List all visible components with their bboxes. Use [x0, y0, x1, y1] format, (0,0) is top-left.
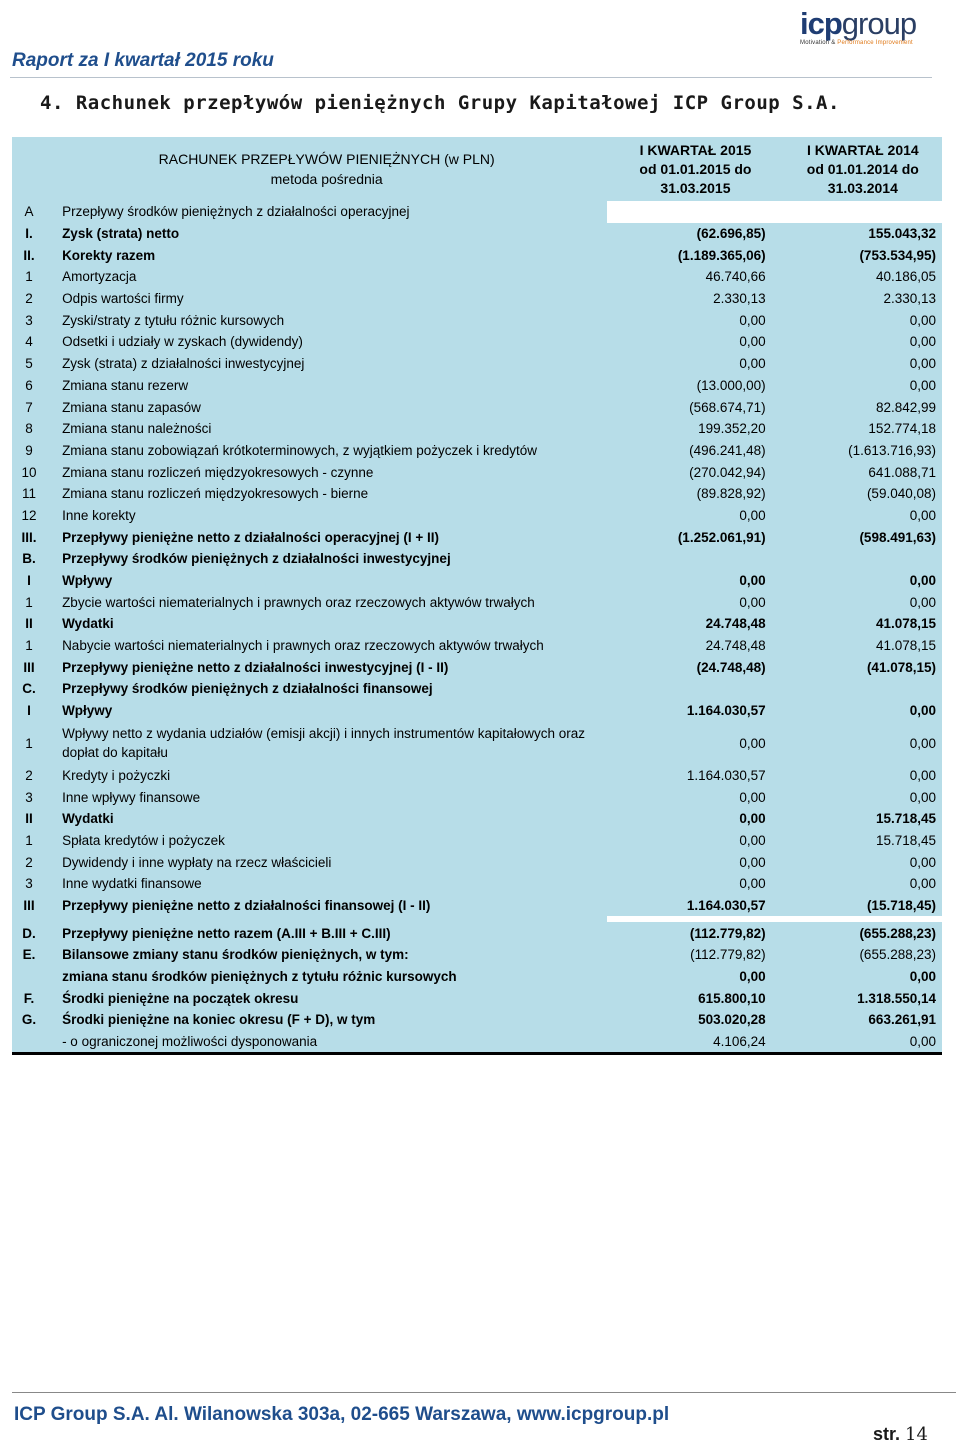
table-row [12, 786, 942, 808]
row-value-2015: (112.779,82) [607, 944, 783, 966]
table-row [12, 418, 942, 440]
table-row [12, 353, 942, 375]
row-value-2014: 0,00 [784, 873, 942, 895]
row-description: Zbycie wartości niematerialnych i prawnych oraz rzeczowych aktywów trwałych [46, 591, 607, 613]
row-value-2015: 615.800,10 [607, 987, 783, 1009]
row-description: Wydatki [46, 808, 607, 830]
icp-group-logo: icpgroup Motivation & Performance Improvement [800, 6, 917, 46]
row-value-2014: (655.288,23) [784, 922, 942, 944]
table-row [12, 223, 942, 245]
row-value-2015 [607, 678, 783, 700]
row-value-2015: 0,00 [607, 722, 783, 765]
row-number: 8 [12, 418, 46, 440]
row-description: Odsetki i udziały w zyskach (dywidendy) [46, 331, 607, 353]
row-value-2014: 0,00 [784, 722, 942, 765]
row-value-2015: 0,00 [607, 873, 783, 895]
row-value-2014: 0,00 [784, 786, 942, 808]
row-number: E. [12, 944, 46, 966]
table-row [12, 548, 942, 570]
row-value-2014: 0,00 [784, 570, 942, 592]
row-value-2014: (15.718,45) [784, 895, 942, 917]
column-q1-2015: I KWARTAŁ 2015 od 01.01.2015 do 31.03.2015 [607, 137, 783, 201]
table-row [12, 440, 942, 462]
table-row [12, 266, 942, 288]
row-number: 2 [12, 851, 46, 873]
row-number: 6 [12, 375, 46, 397]
row-description: - o ograniczonej możliwości dysponowania [46, 1031, 607, 1053]
row-value-2015: 24.748,48 [607, 635, 783, 657]
row-value-2014: 0,00 [784, 700, 942, 722]
row-number: III [12, 656, 46, 678]
row-number: III. [12, 526, 46, 548]
table-row [12, 461, 942, 483]
row-number: 10 [12, 461, 46, 483]
header-divider [10, 77, 932, 78]
row-description: Przepływy środków pieniężnych z działalności operacyjnej [46, 201, 607, 223]
row-description: Przepływy środków pieniężnych z działalności finansowej [46, 678, 607, 700]
page-number: str. 14 [873, 1424, 928, 1445]
table-row [12, 944, 942, 966]
row-description: Spłata kredytów i pożyczek [46, 830, 607, 852]
row-number: B. [12, 548, 46, 570]
row-value-2015: 0,00 [607, 570, 783, 592]
row-value-2015: 0,00 [607, 808, 783, 830]
row-value-2015: 0,00 [607, 786, 783, 808]
row-number: A [12, 201, 46, 223]
row-number: D. [12, 922, 46, 944]
row-value-2015: 0,00 [607, 851, 783, 873]
table-header [12, 137, 942, 201]
row-value-2015: 0,00 [607, 309, 783, 331]
footer-divider [12, 1392, 956, 1393]
row-description: Zmiana stanu zapasów [46, 396, 607, 418]
row-number: I. [12, 223, 46, 245]
row-number: 3 [12, 873, 46, 895]
row-value-2014: 641.088,71 [784, 461, 942, 483]
row-value-2014: 0,00 [784, 765, 942, 787]
row-number [12, 1031, 46, 1053]
row-value-2014: 0,00 [784, 851, 942, 873]
row-value-2014: (59.040,08) [784, 483, 942, 505]
row-value-2014: 0,00 [784, 309, 942, 331]
row-value-2014: (753.534,95) [784, 244, 942, 266]
row-description: Zmiana stanu należności [46, 418, 607, 440]
row-value-2015: 4.106,24 [607, 1031, 783, 1053]
row-value-2015: (496.241,48) [607, 440, 783, 462]
row-number: 1 [12, 635, 46, 657]
row-value-2015: 503.020,28 [607, 1009, 783, 1031]
row-value-2014: 2.330,13 [784, 288, 942, 310]
row-value-2014: 41.078,15 [784, 635, 942, 657]
row-number: 1 [12, 266, 46, 288]
table-row [12, 873, 942, 895]
row-value-2015: 2.330,13 [607, 288, 783, 310]
table-row [12, 201, 942, 223]
row-number: III [12, 895, 46, 917]
column-q1-2014: I KWARTAŁ 2014 od 01.01.2014 do 31.03.2014 [784, 137, 942, 201]
row-value-2015: 0,00 [607, 353, 783, 375]
row-value-2014: 15.718,45 [784, 830, 942, 852]
row-number: II. [12, 244, 46, 266]
row-description: Inne korekty [46, 505, 607, 527]
row-number: I [12, 570, 46, 592]
row-number: 4 [12, 331, 46, 353]
table-row [12, 309, 942, 331]
row-value-2015: 0,00 [607, 331, 783, 353]
row-description: Zyski/straty z tytułu różnic kursowych [46, 309, 607, 331]
row-number: II [12, 808, 46, 830]
row-number: 3 [12, 786, 46, 808]
row-description: Zmiana stanu zobowiązań krótkoterminowych, z wyjątkiem pożyczek i kredytów [46, 440, 607, 462]
footer-address: ICP Group S.A. Al. Wilanowska 303a, 02-665 Warszawa, www.icpgroup.pl [14, 1404, 670, 1425]
row-description: Nabycie wartości niematerialnych i prawnych oraz rzeczowych aktywów trwałych [46, 635, 607, 657]
row-description: Środki pieniężne na początek okresu [46, 987, 607, 1009]
table-row [12, 830, 942, 852]
row-value-2015: (568.674,71) [607, 396, 783, 418]
row-value-2014: (655.288,23) [784, 944, 942, 966]
row-value-2015: 24.748,48 [607, 613, 783, 635]
row-number: 1 [12, 830, 46, 852]
row-value-2015: 46.740,66 [607, 266, 783, 288]
row-value-2014: (1.613.716,93) [784, 440, 942, 462]
row-description: Przepływy pieniężne netto z działalności operacyjnej (I + II) [46, 526, 607, 548]
table-row [12, 613, 942, 635]
report-title: Raport za I kwartał 2015 roku [12, 50, 274, 71]
row-value-2014: 0,00 [784, 353, 942, 375]
row-value-2014: 0,00 [784, 331, 942, 353]
row-description: Odpis wartości firmy [46, 288, 607, 310]
table-row [12, 505, 942, 527]
row-description: Przepływy pieniężne netto z działalności finansowej (I - II) [46, 895, 607, 917]
row-number [12, 966, 46, 988]
table-row [12, 851, 942, 873]
row-value-2015: 1.164.030,57 [607, 765, 783, 787]
row-value-2014 [784, 548, 942, 570]
row-description: Zmiana stanu rezerw [46, 375, 607, 397]
table-row [12, 396, 942, 418]
row-description: Inne wpływy finansowe [46, 786, 607, 808]
row-value-2014: (598.491,63) [784, 526, 942, 548]
row-description: Wpływy netto z wydania udziałów (emisji akcji) i innych instrumentów kapitałowych oraz dopłat do kapitału [46, 722, 607, 765]
row-description: Dywidendy i inne wypłaty na rzecz właścicieli [46, 851, 607, 873]
table-row [12, 331, 942, 353]
row-value-2015: (24.748,48) [607, 656, 783, 678]
row-value-2014 [784, 678, 942, 700]
row-value-2014: (41.078,15) [784, 656, 942, 678]
row-value-2014: 155.043,32 [784, 223, 942, 245]
table-row [12, 375, 942, 397]
row-number: 3 [12, 309, 46, 331]
table-row [12, 922, 942, 944]
row-description: Zysk (strata) z działalności inwestycyjnej [46, 353, 607, 375]
row-value-2014: 0,00 [784, 966, 942, 988]
row-number: 2 [12, 765, 46, 787]
row-number: 2 [12, 288, 46, 310]
table-row [12, 244, 942, 266]
row-value-2015: (1.252.061,91) [607, 526, 783, 548]
table-row [12, 808, 942, 830]
row-value-2015: 0,00 [607, 830, 783, 852]
row-value-2015: 0,00 [607, 505, 783, 527]
row-value-2014: 15.718,45 [784, 808, 942, 830]
section-title: 4. Rachunek przepływów pieniężnych Grupy Kapitałowej ICP Group S.A. [40, 92, 840, 114]
table-bottom-rule [12, 1052, 942, 1055]
row-value-2014: 663.261,91 [784, 1009, 942, 1031]
row-description: Zysk (strata) netto [46, 223, 607, 245]
row-description: Wydatki [46, 613, 607, 635]
row-description: Amortyzacja [46, 266, 607, 288]
table-row [12, 288, 942, 310]
row-value-2015 [607, 548, 783, 570]
row-value-2015: (270.042,94) [607, 461, 783, 483]
row-description: Wpływy [46, 700, 607, 722]
table-row [12, 987, 942, 1009]
row-value-2015 [607, 201, 783, 223]
row-value-2014: 0,00 [784, 1031, 942, 1053]
row-description: Zmiana stanu rozliczeń międzyokresowych - czynne [46, 461, 607, 483]
row-number: 7 [12, 396, 46, 418]
table-row [12, 635, 942, 657]
row-number: 5 [12, 353, 46, 375]
row-description: Wpływy [46, 570, 607, 592]
table-title: RACHUNEK PRZEPŁYWÓW PIENIĘŻNYCH (w PLN) metoda pośrednia [46, 137, 607, 201]
table-row [12, 678, 942, 700]
row-number: I [12, 700, 46, 722]
row-value-2015: 1.164.030,57 [607, 700, 783, 722]
row-value-2014: 41.078,15 [784, 613, 942, 635]
table-row [12, 700, 942, 722]
cash-flow-table [12, 137, 942, 1055]
row-number: 9 [12, 440, 46, 462]
row-description: Przepływy pieniężne netto razem (A.III + B.III + C.III) [46, 922, 607, 944]
row-description: Przepływy środków pieniężnych z działalności inwestycyjnej [46, 548, 607, 570]
row-value-2015: (1.189.365,06) [607, 244, 783, 266]
table-row [12, 591, 942, 613]
table-row [12, 483, 942, 505]
row-description: Kredyty i pożyczki [46, 765, 607, 787]
row-value-2014: 40.186,05 [784, 266, 942, 288]
row-value-2015: 199.352,20 [607, 418, 783, 440]
table-row [12, 895, 942, 917]
table-row [12, 765, 942, 787]
row-value-2014: 82.842,99 [784, 396, 942, 418]
row-value-2015: 0,00 [607, 966, 783, 988]
row-number: G. [12, 1009, 46, 1031]
table-row [12, 526, 942, 548]
table-row [12, 1009, 942, 1031]
row-value-2015: (62.696,85) [607, 223, 783, 245]
row-value-2015: 1.164.030,57 [607, 895, 783, 917]
row-value-2014: 0,00 [784, 505, 942, 527]
row-description: Inne wydatki finansowe [46, 873, 607, 895]
table-row [12, 656, 942, 678]
row-value-2014: 1.318.550,14 [784, 987, 942, 1009]
row-description: Środki pieniężne na koniec okresu (F + D), w tym [46, 1009, 607, 1031]
row-value-2014: 0,00 [784, 375, 942, 397]
row-value-2015: (13.000,00) [607, 375, 783, 397]
table-row [12, 722, 942, 765]
row-value-2014: 152.774,18 [784, 418, 942, 440]
row-description: zmiana stanu środków pieniężnych z tytułu różnic kursowych [46, 966, 607, 988]
row-number: II [12, 613, 46, 635]
row-description: Korekty razem [46, 244, 607, 266]
row-description: Przepływy pieniężne netto z działalności inwestycyjnej (I - II) [46, 656, 607, 678]
row-value-2014: 0,00 [784, 591, 942, 613]
row-value-2015: (112.779,82) [607, 922, 783, 944]
row-description: Bilansowe zmiany stanu środków pieniężnych, w tym: [46, 944, 607, 966]
row-number: 1 [12, 591, 46, 613]
table-row [12, 1031, 942, 1053]
table-row [12, 966, 942, 988]
row-number: 1 [12, 722, 46, 765]
row-value-2014 [784, 201, 942, 223]
table-row [12, 570, 942, 592]
row-value-2015: 0,00 [607, 591, 783, 613]
row-value-2015: (89.828,92) [607, 483, 783, 505]
row-number: F. [12, 987, 46, 1009]
row-number: C. [12, 678, 46, 700]
row-number: 12 [12, 505, 46, 527]
row-number: 11 [12, 483, 46, 505]
row-description: Zmiana stanu rozliczeń międzyokresowych - bierne [46, 483, 607, 505]
